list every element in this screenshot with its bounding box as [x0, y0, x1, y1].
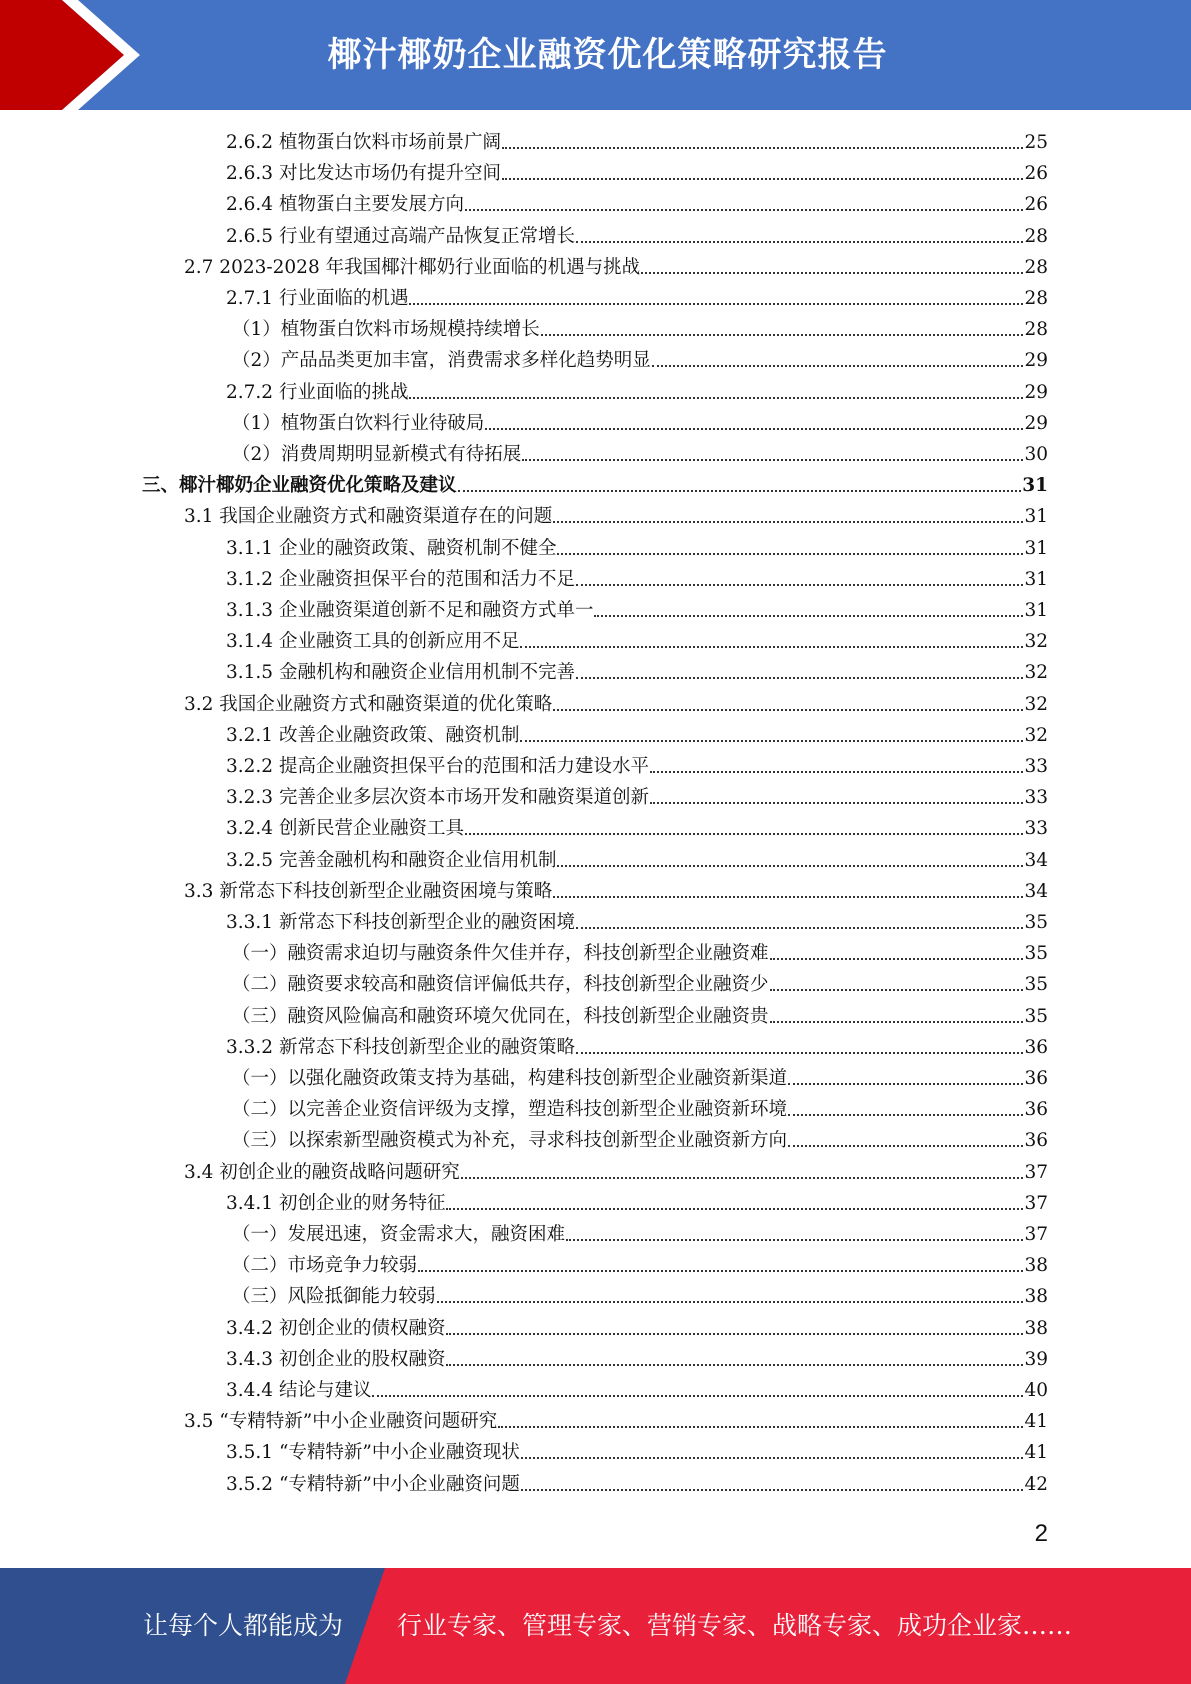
toc-entry-page: 34	[1024, 849, 1048, 871]
toc-entry[interactable]	[226, 907, 1048, 938]
toc-dot-leader	[788, 1083, 1023, 1085]
toc-entry-page: 28	[1024, 319, 1048, 341]
toc-entry[interactable]	[226, 782, 1048, 813]
toc-entry-page: 29	[1024, 381, 1048, 403]
toc-entry-page: 34	[1024, 880, 1048, 902]
toc-entry-label: 2.6.4 植物蛋白主要发展方向	[226, 194, 464, 216]
toc-entry-page: 28	[1024, 225, 1048, 247]
toc-dot-leader	[788, 1114, 1023, 1116]
toc-entry-page: 31	[1022, 475, 1048, 497]
toc-entry-page: 29	[1024, 412, 1048, 434]
toc-entry-page: 33	[1024, 818, 1048, 840]
toc-entry-page: 35	[1024, 1005, 1048, 1027]
toc-dot-leader	[465, 833, 1023, 835]
toc-dot-leader	[566, 1239, 1023, 1241]
toc-entry[interactable]	[232, 314, 1048, 345]
toc-entry-label: 3.1.1 企业的融资政策、融资机制不健全	[226, 537, 557, 559]
toc-entry-label: 3.1 我国企业融资方式和融资渠道存在的问题	[184, 506, 553, 528]
toc-entry[interactable]	[226, 533, 1048, 564]
toc-entry-page: 26	[1024, 163, 1048, 185]
toc-entry-page: 36	[1024, 1099, 1048, 1121]
toc-entry-page: 25	[1024, 132, 1048, 153]
footer-slogan-left: 让每个人都能成为	[143, 1611, 344, 1640]
toc-dot-leader	[576, 1052, 1023, 1054]
toc-entry[interactable]	[226, 1469, 1048, 1500]
toc-entry[interactable]	[226, 1437, 1048, 1468]
toc-entry[interactable]	[226, 158, 1048, 189]
toc-entry-page: 29	[1024, 350, 1048, 372]
toc-dot-leader	[409, 397, 1023, 399]
toc-entry-label: （一）以强化融资政策支持为基础，构建科技创新型企业融资新渠道	[232, 1068, 788, 1089]
toc-entry-label: （一）发展迅速，资金需求大，融资困难	[232, 1224, 566, 1245]
toc-dot-leader	[650, 802, 1023, 804]
toc-entry[interactable]	[226, 127, 1048, 158]
toc-entry[interactable]	[226, 813, 1048, 844]
toc-dot-leader	[541, 334, 1024, 336]
toc-dot-leader	[576, 677, 1023, 679]
toc-dot-leader	[502, 178, 1023, 180]
toc-dot-leader	[465, 209, 1023, 211]
toc-entry-label: 3.4.4 结论与建议	[226, 1380, 372, 1401]
toc-entry[interactable]	[226, 1344, 1048, 1375]
toc-entry-page: 37	[1024, 1192, 1048, 1214]
toc-entry-page: 32	[1024, 662, 1048, 684]
toc-entry-page: 35	[1024, 974, 1048, 996]
toc-dot-leader	[576, 584, 1023, 586]
toc-dot-leader	[446, 1364, 1023, 1366]
toc-entry-page: 38	[1024, 1286, 1048, 1308]
toc-entry-page: 41	[1024, 1411, 1048, 1433]
toc-dot-leader	[788, 1145, 1023, 1147]
toc-entry[interactable]	[232, 1219, 1048, 1250]
page-footer	[0, 1568, 1191, 1684]
toc-dot-leader	[485, 428, 1023, 430]
toc-entry-page: 33	[1024, 756, 1048, 777]
toc-entry-page: 33	[1024, 787, 1048, 809]
toc-entry-page: 35	[1024, 912, 1048, 933]
toc-entry[interactable]	[226, 1032, 1048, 1063]
toc-entry[interactable]	[226, 657, 1048, 688]
toc-entry-label: 2.6.5 行业有望通过高端产品恢复正常增长	[226, 225, 575, 247]
toc-entry-label: 3.5 “专精特新”中小企业融资问题研究	[184, 1411, 498, 1433]
toc-entry-label: （三）风险抵御能力较弱	[232, 1286, 436, 1308]
toc-dot-leader	[557, 553, 1023, 555]
toc-dot-leader	[576, 241, 1023, 243]
toc-entry-page: 36	[1024, 1068, 1048, 1089]
toc-entry[interactable]	[226, 751, 1048, 782]
toc-entry-label: 3.4.2 初创企业的债权融资	[226, 1317, 446, 1339]
toc-entry[interactable]	[226, 720, 1048, 751]
toc-entry-page: 31	[1024, 506, 1048, 528]
toc-entry[interactable]	[232, 938, 1048, 969]
toc-entry[interactable]	[226, 189, 1048, 220]
toc-dot-leader	[372, 1395, 1023, 1397]
toc-entry[interactable]	[226, 626, 1048, 657]
toc-entry-page: 28	[1024, 288, 1048, 309]
toc-dot-leader	[446, 1208, 1023, 1210]
toc-dot-leader	[437, 1301, 1024, 1303]
toc-dot-leader	[446, 1333, 1023, 1335]
toc-entry-label: 3.2.4 创新民营企业融资工具	[226, 818, 464, 840]
toc-entry-page: 36	[1024, 1036, 1048, 1058]
toc-dot-leader	[521, 1489, 1024, 1491]
toc-entry[interactable]	[232, 1094, 1048, 1125]
toc-entry[interactable]	[232, 1250, 1048, 1281]
toc-entry-page: 37	[1024, 1161, 1048, 1183]
toc-dot-leader	[409, 303, 1023, 305]
toc-entry-page: 28	[1024, 256, 1048, 278]
toc-entry-page: 30	[1024, 444, 1048, 465]
toc-entry-label: （三）融资风险偏高和融资环境欠优同在，科技创新型企业融资贵	[232, 1005, 769, 1027]
toc-entry-label: 3.4 初创企业的融资战略问题研究	[184, 1161, 460, 1183]
toc-dot-leader	[770, 958, 1024, 960]
toc-dot-leader	[520, 646, 1023, 648]
toc-dot-leader	[641, 272, 1023, 274]
toc-entry-page: 38	[1024, 1255, 1048, 1277]
toc-entry[interactable]	[226, 1313, 1048, 1344]
toc-entry-label: 3.1.4 企业融资工具的创新应用不足	[226, 631, 520, 653]
toc-entry-label: （2）消费周期明显新模式有待拓展	[232, 444, 522, 465]
toc-dot-leader	[553, 896, 1023, 898]
toc-entry-label: 2.6.3 对比发达市场仍有提升空间	[226, 163, 501, 185]
toc-entry[interactable]	[184, 689, 1048, 720]
toc-entry[interactable]	[226, 564, 1048, 595]
toc-entry-label: 3.3.2 新常态下科技创新型企业的融资策略	[226, 1036, 575, 1058]
toc-dot-leader	[650, 771, 1023, 773]
toc-entry-label: 3.3.1 新常态下科技创新型企业的融资困境	[226, 912, 575, 933]
toc-entry[interactable]	[226, 221, 1048, 252]
toc-entry[interactable]	[226, 1375, 1048, 1406]
toc-entry-page: 40	[1024, 1380, 1048, 1401]
toc-entry[interactable]	[184, 501, 1048, 532]
toc-entry-label: 3.2.3 完善企业多层次资本市场开发和融资渠道创新	[226, 787, 649, 809]
toc-entry-page: 31	[1024, 537, 1048, 559]
toc-dot-leader	[652, 365, 1024, 367]
toc-entry[interactable]	[232, 1281, 1048, 1312]
toc-entry[interactable]	[226, 1188, 1048, 1219]
toc-entry[interactable]	[232, 1063, 1048, 1094]
toc-entry-label: （二）以完善企业资信评级为支撑，塑造科技创新型企业融资新环境	[232, 1099, 788, 1121]
toc-entry-page: 41	[1024, 1442, 1048, 1464]
toc-entry-page: 42	[1024, 1473, 1048, 1495]
toc-entry[interactable]	[232, 1125, 1048, 1156]
toc-dot-leader	[520, 740, 1023, 742]
toc-dot-leader	[553, 709, 1023, 711]
toc-entry-label: 2.7 2023-2028 年我国椰汁椰奶行业面临的机遇与挑战	[184, 256, 641, 278]
toc-dot-leader	[461, 1177, 1024, 1179]
toc-dot-leader	[553, 521, 1023, 523]
toc-entry-page: 26	[1024, 194, 1048, 216]
toc-entry[interactable]	[226, 845, 1048, 876]
toc-entry-page: 31	[1024, 600, 1048, 621]
toc-dot-leader	[522, 459, 1023, 461]
toc-entry-label: 3.5.1 “专精特新”中小企业融资现状	[226, 1442, 520, 1464]
toc-entry-label: 3.2.2 提高企业融资担保平台的范围和活力建设水平	[226, 756, 649, 777]
toc-dot-leader	[557, 865, 1023, 867]
toc-entry[interactable]	[226, 377, 1048, 408]
toc-entry-page: 32	[1024, 631, 1048, 653]
toc-entry-label: （1）植物蛋白饮料行业待破局	[232, 412, 485, 434]
toc-entry-label: 3.3 新常态下科技创新型企业融资困境与策略	[184, 880, 553, 902]
toc-entry[interactable]	[184, 1406, 1048, 1437]
toc-entry-label: （三）以探索新型融资模式为补充，寻求科技创新型企业融资新方向	[232, 1130, 788, 1152]
toc-dot-leader	[458, 490, 1022, 492]
toc-entry[interactable]	[184, 876, 1048, 907]
toc-entry-label: （二）融资要求较高和融资信评偏低共存，科技创新型企业融资少	[232, 974, 769, 996]
toc-entry-label: （二）市场竞争力较弱	[232, 1255, 418, 1277]
footer-slogan-right: 行业专家、管理专家、营销专家、战略专家、成功企业家……	[397, 1611, 1073, 1640]
toc-dot-leader	[498, 1426, 1023, 1428]
toc-entry[interactable]	[184, 252, 1048, 283]
page-number: 2	[1034, 1520, 1048, 1547]
toc-entry-label: 2.6.2 植物蛋白饮料市场前景广阔	[226, 132, 501, 153]
toc-entry-label: 3.4.1 初创企业的财务特征	[226, 1192, 446, 1214]
toc-entry-label: 三、椰汁椰奶企业融资优化策略及建议	[142, 475, 457, 497]
toc-entry[interactable]	[232, 439, 1048, 470]
toc-entry-page: 32	[1024, 724, 1048, 746]
toc-entry-label: 3.5.2 “专精特新”中小企业融资问题	[226, 1473, 520, 1495]
toc-entry[interactable]	[142, 470, 1048, 501]
toc-entry-page: 32	[1024, 693, 1048, 715]
toc-dot-leader	[770, 989, 1024, 991]
toc-entry-label: 3.2.5 完善金融机构和融资企业信用机制	[226, 849, 557, 871]
toc-entry-page: 36	[1024, 1130, 1048, 1152]
toc-entry-label: （2）产品品类更加丰富，消费需求多样化趋势明显	[232, 350, 651, 372]
toc-entry-page: 38	[1024, 1317, 1048, 1339]
toc-entry[interactable]	[232, 408, 1048, 439]
toc-entry-page: 35	[1024, 943, 1048, 965]
toc-dot-leader	[576, 927, 1023, 929]
toc-entry-label: 2.7.1 行业面临的机遇	[226, 288, 409, 309]
toc-entry-label: 3.1.3 企业融资渠道创新不足和融资方式单一	[226, 600, 594, 621]
toc-dot-leader	[521, 1457, 1024, 1459]
toc-entry-page: 37	[1024, 1224, 1048, 1245]
toc-entry-label: 2.7.2 行业面临的挑战	[226, 381, 409, 403]
toc-entry-label: 3.2.1 改善企业融资政策、融资机制	[226, 724, 520, 746]
toc-entry-page: 31	[1024, 568, 1048, 590]
toc-entry-label: （1）植物蛋白饮料市场规模持续增长	[232, 319, 540, 341]
toc-dot-leader	[594, 615, 1023, 617]
toc-entry[interactable]	[232, 1001, 1048, 1032]
toc-dot-leader	[502, 147, 1023, 149]
toc-dot-leader	[770, 1021, 1024, 1023]
toc-entry[interactable]	[232, 345, 1048, 376]
toc-entry-label: 3.1.5 金融机构和融资企业信用机制不完善	[226, 662, 575, 684]
toc-entry[interactable]	[226, 283, 1048, 314]
toc-entry-label: 3.2 我国企业融资方式和融资渠道的优化策略	[184, 693, 553, 715]
toc-entry[interactable]	[226, 595, 1048, 626]
toc-entry[interactable]	[232, 969, 1048, 1000]
toc-entry[interactable]	[184, 1157, 1048, 1188]
toc-entry-label: 3.4.3 初创企业的股权融资	[226, 1348, 446, 1370]
toc-entry-label: 3.1.2 企业融资担保平台的范围和活力不足	[226, 568, 575, 590]
page-header	[0, 0, 1191, 110]
toc-entry-page: 39	[1024, 1348, 1048, 1370]
toc-dot-leader	[418, 1270, 1023, 1272]
report-title: 椰汁椰奶企业融资优化策略研究报告	[327, 35, 888, 75]
toc-entry-label: （一）融资需求迫切与融资条件欠佳并存，科技创新型企业融资难	[232, 943, 769, 965]
